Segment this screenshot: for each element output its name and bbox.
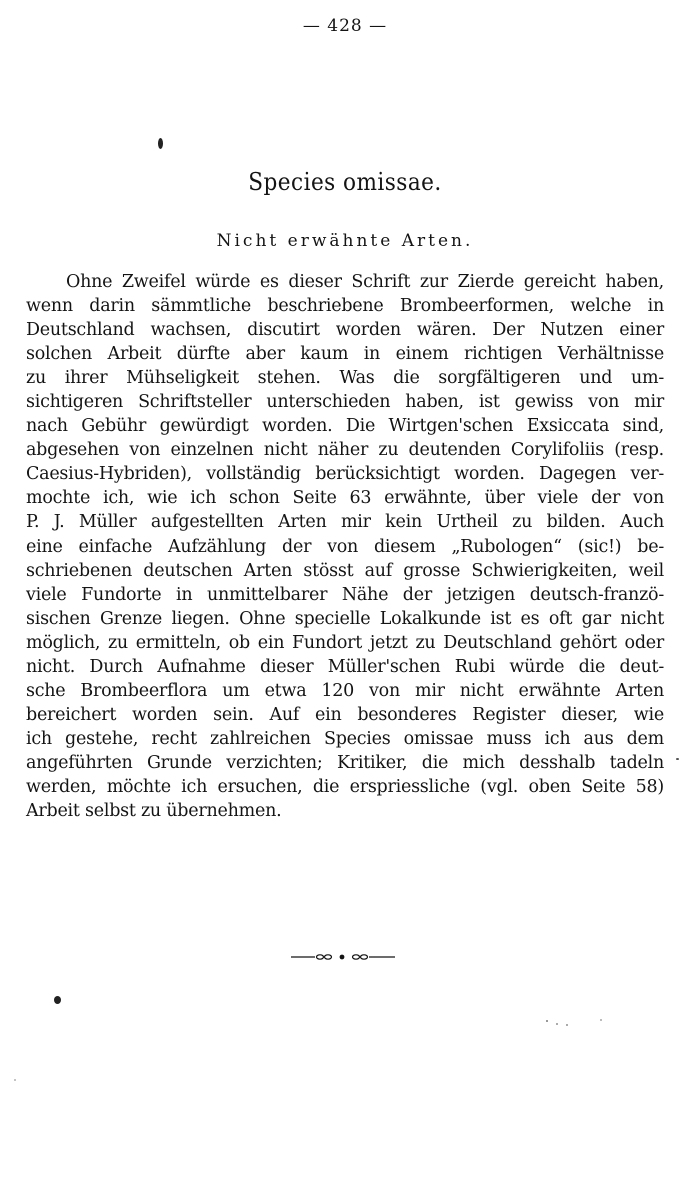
- paragraph-line: P. J. Müller aufgestellten Arten mir kein Urtheil zu bilden. Auch: [26, 512, 664, 533]
- paragraph-line: mochte ich, wie ich schon Seite 63 erwähnte, über viele der von: [26, 488, 664, 509]
- page-number: — 428 —: [302, 16, 388, 36]
- ink-speck-mark: [546, 1020, 548, 1022]
- ink-speck-mark: [556, 1023, 558, 1025]
- paragraph-line: werden, möchte ich ersuchen, die erspriessliche (vgl. oben Seite 58): [26, 776, 664, 797]
- section-title: Species omissae.: [248, 168, 442, 196]
- paragraph-line: sche Brombeerflora um etwa 120 von mir nicht erwähnte Arten: [26, 680, 664, 701]
- paragraph-line: bereichert worden sein. Auf ein besonderes Register dieser, wie: [26, 704, 664, 725]
- paragraph-line: ich gestehe, recht zahlreichen Species omissae muss ich aus dem: [26, 728, 664, 749]
- paragraph-line: sichtigeren Schriftsteller unterschieden haben, ist gewiss von mir: [26, 392, 664, 413]
- paragraph-line: Caesius-Hybriden), vollständig berücksichtigt worden. Dagegen ver-: [26, 464, 664, 485]
- paragraph-line: Deutschland wachsen, discutirt worden wären. Der Nutzen einer: [26, 320, 664, 341]
- ink-speck-mark: [158, 138, 163, 149]
- paragraph-line: schriebenen deutschen Arten stösst auf grosse Schwierigkeiten, weil: [26, 560, 664, 581]
- ink-speck-mark: [14, 1079, 16, 1081]
- paragraph-line: Arbeit selbst zu übernehmen.: [26, 801, 282, 822]
- paragraph-line: solchen Arbeit dürfte aber kaum in einem richtigen Verhältnisse: [26, 344, 664, 365]
- paragraph-line: zu ihrer Mühseligkeit stehen. Was die sorgfältigeren und um-: [26, 368, 664, 389]
- paragraph-line: wenn darin sämmtliche beschriebene Brombeerformen, welche in: [26, 296, 664, 317]
- ink-speck-mark: [600, 1019, 602, 1021]
- paragraph-line: nicht. Durch Aufnahme dieser Müller'schen Rubi würde die deut-: [26, 656, 664, 677]
- ink-speck-mark: [566, 1024, 568, 1026]
- ink-speck-mark: [676, 758, 679, 760]
- paragraph-line: sischen Grenze liegen. Ohne specielle Lokalkunde ist es oft gar nicht: [26, 608, 664, 629]
- ornament-rule-icon: [291, 947, 395, 967]
- paragraph-line: möglich, zu ermitteln, ob ein Fundort jetzt zu Deutschland gehört oder: [26, 632, 664, 653]
- body-paragraph: [26, 270, 664, 823]
- paragraph-line: Ohne Zweifel würde es dieser Schrift zur Zierde gereicht haben,: [66, 272, 664, 292]
- section-subtitle: Nicht erwähnte Arten.: [216, 231, 474, 251]
- paragraph-line: angeführten Grunde verzichten; Kritiker, die mich desshalb tadeln: [26, 752, 664, 773]
- paragraph-line: nach Gebühr gewürdigt worden. Die Wirtgen'schen Exsiccata sind,: [26, 416, 664, 437]
- paragraph-line: abgesehen von einzelnen nicht näher zu deutenden Corylifoliis (resp.: [26, 440, 664, 461]
- paragraph-line: eine einfache Aufzählung der von diesem „Rubologen“ (sic!) be-: [26, 536, 664, 557]
- ink-speck-mark: [54, 996, 61, 1004]
- paragraph-line: viele Fundorte in unmittelbarer Nähe der jetzigen deutsch-franzö-: [26, 584, 664, 605]
